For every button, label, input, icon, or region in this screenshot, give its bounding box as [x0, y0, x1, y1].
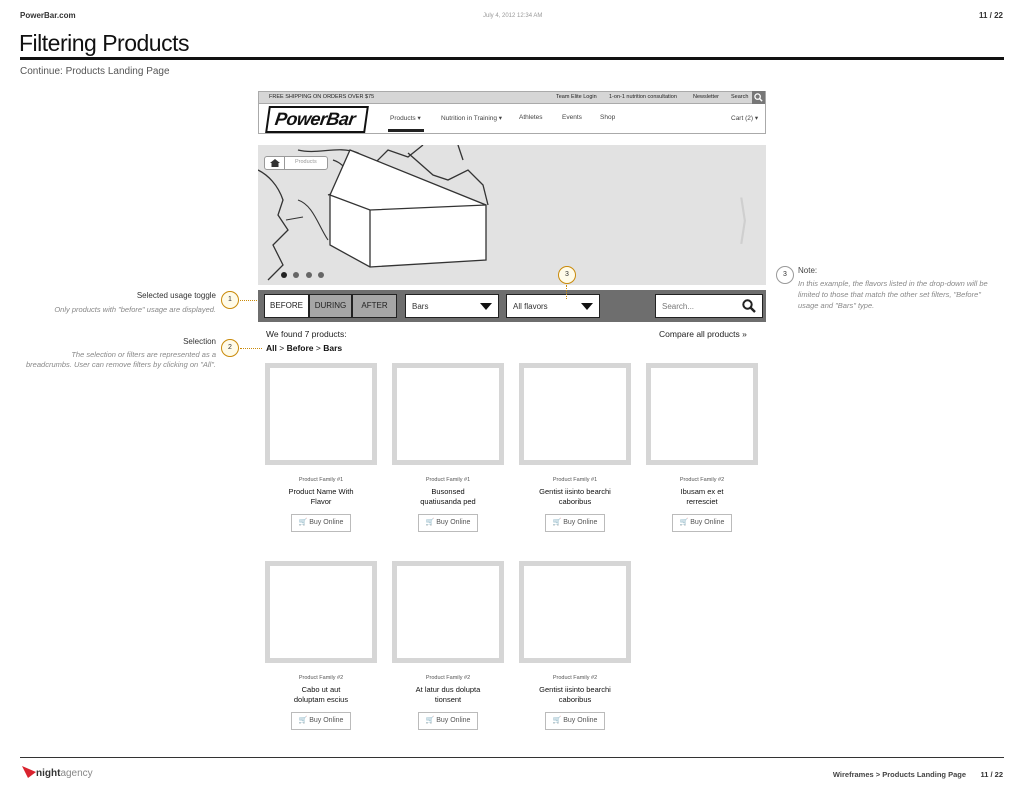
annotation-2-body: The selection or filters are represented as a breadcrumbs. User can remove filters by clicking on "All".: [26, 350, 216, 369]
buy-online-label: Buy Online: [563, 717, 598, 724]
filter-crumb-bars[interactable]: Bars: [323, 343, 343, 353]
logo-agency: agency: [60, 768, 93, 779]
cart-link[interactable]: Cart (2) ▾: [731, 115, 759, 122]
hero-product-illustration: [258, 145, 766, 285]
product-name[interactable]: Gentist iisinto bearchi caboribus: [539, 487, 611, 506]
breadcrumb-products[interactable]: Products: [295, 159, 317, 165]
carousel-next-arrow[interactable]: ⟩: [738, 191, 749, 249]
cart-icon: 🛒: [552, 717, 562, 724]
annotation-2-marker: 2: [221, 339, 239, 357]
nav-item-events[interactable]: Events: [562, 114, 582, 121]
product-thumbnail[interactable]: [265, 561, 377, 663]
product-thumbnail[interactable]: [392, 363, 504, 465]
footer-page-number: 11 / 22: [980, 770, 1003, 779]
search-icon[interactable]: [752, 91, 765, 104]
note-3-marker: 3: [776, 266, 794, 284]
search-link[interactable]: Search: [731, 94, 749, 100]
annotation-1-heading: Selected usage toggle: [136, 291, 216, 300]
filter-crumb-all[interactable]: All: [266, 343, 277, 353]
buy-online-button[interactable]: [545, 514, 605, 532]
newsletter-link[interactable]: Newsletter: [693, 94, 719, 100]
powerbar-logo[interactable]: [265, 106, 369, 133]
doc-site-name: PowerBar.com: [20, 11, 76, 20]
logo-night: night: [36, 768, 61, 779]
buy-online-button[interactable]: [291, 514, 351, 532]
nightagency-mark-icon: [22, 766, 36, 778]
buy-online-label: Buy Online: [436, 717, 471, 724]
cart-icon: 🛒: [679, 519, 689, 526]
title-rule: [20, 57, 1004, 60]
logo-text: PowerBar: [273, 109, 357, 129]
flavor-select-value: All flavors: [513, 302, 548, 311]
product-thumbnail[interactable]: [646, 363, 758, 465]
carousel-dot-active[interactable]: [281, 272, 287, 278]
carousel-dot[interactable]: [293, 272, 299, 278]
footer-breadcrumb: Wireframes > Products Landing Page: [832, 770, 966, 779]
product-name[interactable]: Gentist iisinto bearchi caboribus: [539, 685, 611, 704]
note-body: In this example, the flavors listed in the drop-down will be limited to those that match the other set filters, "Before" usage and "Bars" type.: [798, 279, 988, 310]
buy-online-label: Buy Online: [690, 519, 725, 526]
filter-crumb-before[interactable]: Before: [286, 343, 314, 353]
hero-breadcrumb: [264, 156, 328, 170]
usage-toggle-after[interactable]: AFTER: [352, 294, 397, 318]
buy-online-label: Buy Online: [436, 519, 471, 526]
compare-all-link[interactable]: Compare all products »: [659, 329, 747, 339]
annotation-2-connector: [240, 348, 262, 349]
doc-page-number: 11 / 22: [978, 11, 1003, 20]
buy-online-button[interactable]: [418, 712, 478, 730]
search-placeholder: Search...: [662, 302, 695, 311]
type-select-value: Bars: [412, 302, 429, 311]
nightagency-logo: [22, 766, 93, 779]
product-family: Product Family #1: [298, 477, 344, 483]
doc-date: July 4, 2012 12:34 AM: [483, 13, 543, 19]
annotation-3-connector: [566, 285, 567, 299]
filter-breadcrumb: All > Before > Bars: [266, 343, 343, 353]
carousel-dot[interactable]: [318, 272, 324, 278]
chevron-down-icon: [581, 303, 593, 310]
buy-online-button[interactable]: [291, 712, 351, 730]
buy-online-button[interactable]: [418, 514, 478, 532]
hero-banner: [258, 145, 766, 285]
carousel-dots: [281, 265, 326, 283]
product-name[interactable]: Busonsed quatiusanda ped: [420, 487, 476, 506]
annotation-1-connector: [240, 300, 257, 301]
nav-item-athletes[interactable]: Athletes: [519, 114, 543, 121]
annotation-1-body: Only products with "before" usage are displayed.: [54, 305, 216, 314]
nav-active-indicator: [388, 129, 424, 132]
product-name[interactable]: Product Name With Flavor: [288, 487, 354, 506]
results-count: We found 7 products:: [266, 329, 347, 339]
buy-online-label: Buy Online: [563, 519, 598, 526]
usage-toggle-during[interactable]: DURING: [309, 294, 352, 318]
product-thumbnail[interactable]: [519, 363, 631, 465]
note-heading: Note:: [798, 266, 818, 275]
chevron-down-icon: [480, 303, 492, 310]
product-name[interactable]: Ibusam ex et rerresciet: [680, 487, 724, 506]
cart-icon: 🛒: [552, 519, 562, 526]
search-icon[interactable]: [742, 299, 756, 313]
product-family: Product Family #2: [298, 675, 344, 681]
nav-item-products[interactable]: Products ▾: [390, 115, 421, 122]
buy-online-label: Buy Online: [309, 717, 344, 724]
footer-rule: [20, 757, 1004, 758]
home-icon[interactable]: [265, 157, 285, 169]
usage-toggle-before[interactable]: BEFORE: [264, 294, 309, 318]
product-family: Product Family #2: [425, 675, 471, 681]
nutrition-consultation-link[interactable]: 1-on-1 nutrition consultation: [609, 94, 677, 100]
utility-bar: [258, 91, 766, 104]
annotation-2-heading: Selection: [183, 337, 216, 346]
cart-icon: 🛒: [298, 519, 308, 526]
annotation-3-marker: 3: [558, 266, 576, 284]
product-family: Product Family #2: [679, 477, 725, 483]
product-family: Product Family #1: [552, 477, 598, 483]
flavor-select[interactable]: [506, 294, 600, 318]
free-shipping-text: FREE SHIPPING ON ORDERS OVER $75: [269, 94, 375, 100]
product-thumbnail[interactable]: [392, 561, 504, 663]
carousel-dot[interactable]: [306, 272, 312, 278]
buy-online-button[interactable]: [672, 514, 732, 532]
search-input[interactable]: [655, 294, 763, 318]
product-thumbnail[interactable]: [519, 561, 631, 663]
buy-online-label: Buy Online: [309, 519, 344, 526]
annotation-1-marker: 1: [221, 291, 239, 309]
page-subtitle: Continue: Products Landing Page: [20, 66, 170, 77]
product-name[interactable]: Cabo ut aut doluptam escius: [293, 685, 349, 704]
product-thumbnail[interactable]: [265, 363, 377, 465]
cart-icon: 🛒: [298, 717, 308, 724]
buy-online-button[interactable]: [545, 712, 605, 730]
nav-item-nutrition[interactable]: Nutrition in Training ▾: [441, 115, 503, 122]
product-family: Product Family #1: [425, 477, 471, 483]
team-elite-login-link[interactable]: Team Elite Login: [556, 94, 597, 100]
page-title: Filtering Products: [19, 30, 189, 56]
cart-icon: 🛒: [425, 519, 435, 526]
product-family: Product Family #2: [552, 675, 598, 681]
type-select[interactable]: [405, 294, 499, 318]
nav-item-shop[interactable]: Shop: [600, 114, 616, 121]
product-name[interactable]: At latur dus dolupta tionsent: [415, 685, 481, 704]
cart-icon: 🛒: [425, 717, 435, 724]
